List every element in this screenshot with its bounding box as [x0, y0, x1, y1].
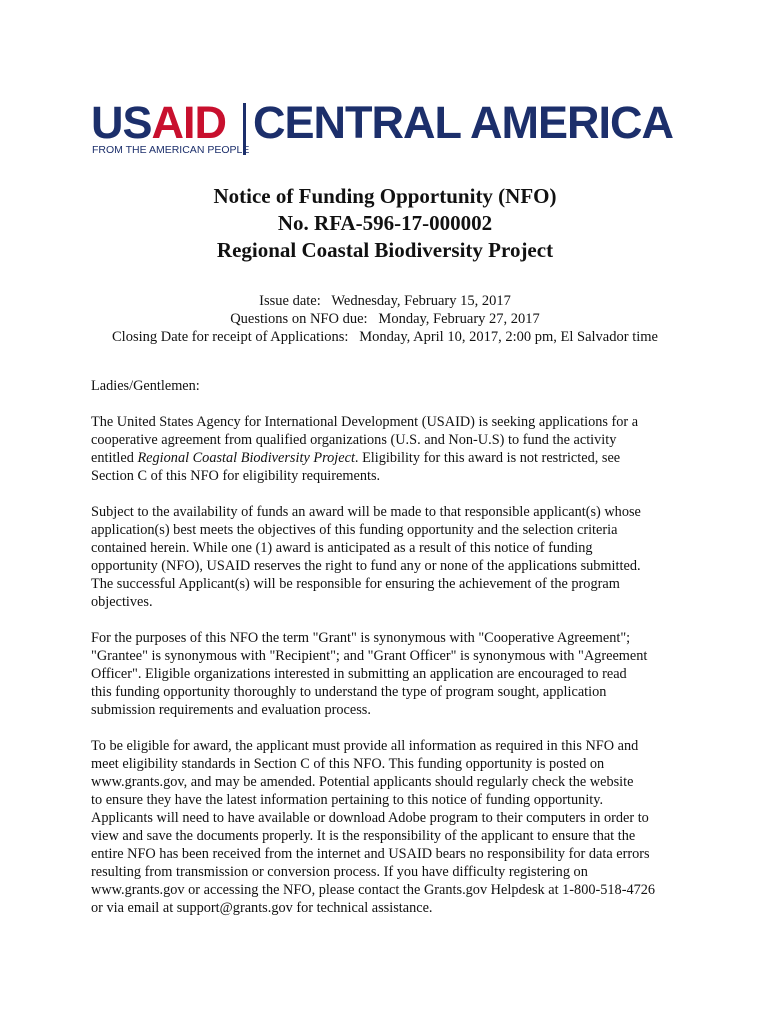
- key-dates: [0, 292, 770, 346]
- questions-due-date: Questions on NFO due: Monday, February 27, 2017: [230, 311, 540, 327]
- usaid-wordmark-aid: AID: [151, 97, 227, 148]
- title-line-2: No. RFA-596-17-000002: [277, 211, 493, 235]
- paragraph-4-line: entire NFO has been received from the internet and USAID bears no responsibility for data errors: [91, 846, 650, 862]
- project-name-italic: Regional Coastal Biodiversity Project: [137, 450, 355, 466]
- paragraph-1-line: cooperative agreement from qualified organizations (U.S. and Non-U.S) to fund the activity: [91, 432, 617, 448]
- logo-region: CENTRAL AMERICA: [253, 97, 673, 148]
- paragraph-3: [91, 629, 683, 719]
- paragraph-2-line: opportunity (NFO), USAID reserves the right to fund any or none of the applications submitted.: [91, 558, 641, 574]
- paragraph-4-line: To be eligible for award, the applicant must provide all information as required in this NFO and: [91, 738, 639, 754]
- paragraph-2-line: contained herein. While one (1) award is anticipated as a result of this notice of funding: [91, 540, 593, 556]
- usaid-wordmark-us: US: [91, 97, 152, 148]
- paragraph-4-line: resulting from transmission or conversion process. If you have difficulty registering on: [91, 864, 588, 880]
- paragraph-4-line: www.grants.gov, and may be amended. Potential applicants should regularly check the website: [91, 774, 634, 790]
- entitled-text: entitled: [91, 450, 138, 466]
- usaid-central-america-logo: [91, 97, 686, 160]
- letter-body: [91, 377, 683, 935]
- usaid-wordmark: [91, 97, 227, 148]
- paragraph-4: [91, 737, 683, 917]
- paragraph-4-line: www.grants.gov or accessing the NFO, please contact the Grants.gov Helpdesk at 1-800-518-4726: [91, 882, 656, 898]
- paragraph-3-line: Officer". Eligible organizations interested in submitting an application are encouraged to read: [91, 666, 627, 682]
- paragraph-3-line: For the purposes of this NFO the term "Grant" is synonymous with "Cooperative Agreement";: [91, 630, 631, 646]
- paragraph-1-line: Section C of this NFO for eligibility requirements.: [91, 468, 381, 484]
- salutation: Ladies/Gentlemen:: [91, 378, 200, 394]
- paragraph-4-line: meet eligibility standards in Section C of this NFO. This funding opportunity is posted on: [91, 756, 605, 772]
- issue-date: Issue date: Wednesday, February 15, 2017: [259, 293, 511, 309]
- paragraph-4-line: Applicants will need to have available or download Adobe program to their computers in order to: [91, 810, 649, 826]
- paragraph-3-line: this funding opportunity thoroughly to understand the type of program sought, application: [91, 684, 607, 700]
- paragraph-3-line: "Grantee" is synonymous with "Recipient"; and "Grant Officer" is synonymous with "Agreement: [91, 648, 648, 664]
- paragraph-1-line: The United States Agency for International Development (USAID) is seeking applications for a: [91, 414, 639, 430]
- paragraph-4-line: view and save the documents properly. It is the responsibility of the applicant to ensure that the: [91, 828, 636, 844]
- eligibility-text: . Eligibility for this award is not restricted, see: [354, 450, 621, 466]
- paragraph-2-line: application(s) best meets the objectives of this funding opportunity and the selection criteria: [91, 522, 618, 538]
- logo-tagline: FROM THE AMERICAN PEOPLE: [92, 144, 250, 156]
- paragraph-1: [91, 413, 683, 485]
- document-title: [0, 183, 770, 264]
- paragraph-4-line: or via email at support@grants.gov for technical assistance.: [91, 900, 433, 916]
- closing-date: Closing Date for receipt of Applications: Monday, April 10, 2017, 2:00 pm, El Salvador time: [112, 329, 658, 345]
- title-line-1: Notice of Funding Opportunity (NFO): [213, 184, 557, 208]
- paragraph-3-line: submission requirements and evaluation process.: [91, 702, 371, 718]
- title-line-3: Regional Coastal Biodiversity Project: [216, 238, 554, 262]
- paragraph-2-line: The successful Applicant(s) will be responsible for ensuring the achievement of the program: [91, 576, 620, 592]
- paragraph-2-line: objectives.: [91, 594, 153, 610]
- paragraph-2-line: Subject to the availability of funds an award will be made to that responsible applicant(s) whose: [91, 504, 641, 520]
- paragraph-2: [91, 503, 683, 611]
- paragraph-4-line: to ensure they have the latest information pertaining to this notice of funding opportunity.: [91, 792, 604, 808]
- paragraph-1-line: [91, 449, 683, 467]
